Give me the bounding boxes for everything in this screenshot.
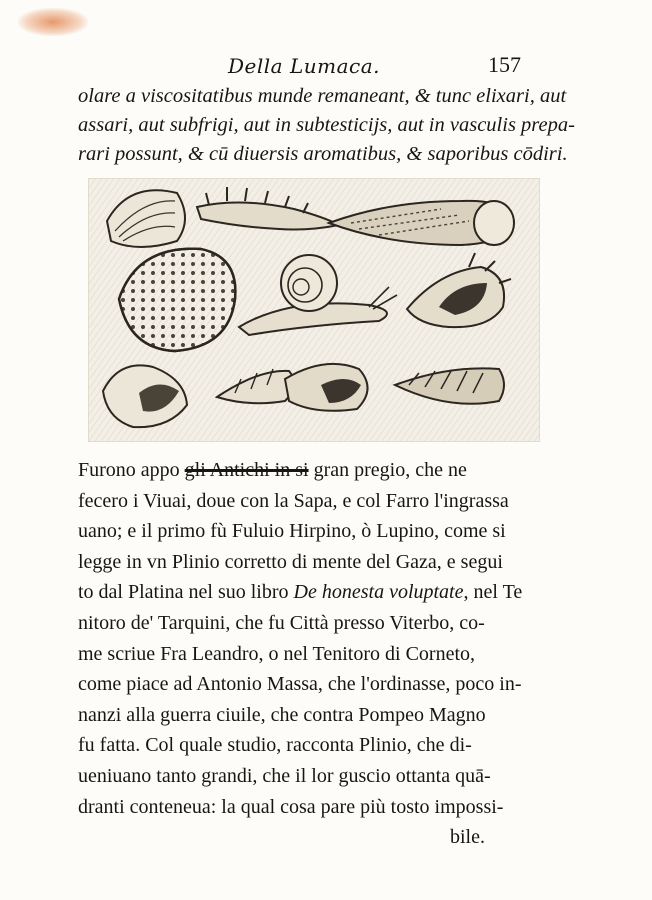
text-line: nitoro de' Tarquini, che fu Città presso Viterbo, co- (78, 611, 485, 634)
shells-engraving (88, 178, 540, 442)
text-line (78, 455, 558, 486)
italic-line: olare a viscositatibus munde remaneant, & tunc elixari, aut (78, 85, 567, 107)
text-line: ueniuano tanto grandi, che il lor guscio ottanta quā- (78, 764, 491, 787)
text-line: me scriue Fra Leandro, o nel Tenitoro di Corneto, (78, 642, 476, 665)
text-line: dranti conteneua: la qual cosa pare più tosto impossi- (78, 795, 504, 818)
paper-stain (18, 8, 88, 36)
text-line: bile. (450, 826, 485, 849)
text-line: nanzi alla guerra ciuile, che contra Pompeo Magno (78, 703, 486, 726)
text-segment: Furono appo (78, 459, 185, 481)
italic-line: assari, aut subfrigi, aut in subtesticijs, aut in vasculis prepa- (78, 114, 575, 136)
italic-paragraph (78, 82, 575, 169)
struck-text: gli Antichi in si (184, 459, 309, 481)
running-head: Della Lumaca. (228, 54, 380, 78)
italic-line: rari possunt, & cū diuersis aromatibus, & saporibus cōdiri. (78, 143, 568, 165)
text-segment: gran pregio, che ne (308, 459, 467, 481)
page-number: 157 (488, 52, 521, 77)
text-line: come piace ad Antonio Massa, che l'ordinasse, poco in- (78, 673, 522, 696)
book-title: De honesta voluptate (293, 581, 464, 604)
text-segment: to dal Platina nel suo libro (78, 581, 294, 604)
text-line: fecero i Viuai, doue con la Sapa, e col Farro l'ingrassa (78, 489, 509, 512)
text-line: legge in vn Plinio corretto di mente del Gaza, e segui (78, 550, 503, 573)
text-line: uano; e il primo fù Fuluio Hirpino, ò Lupino, come si (78, 520, 506, 543)
text-line: fu fatta. Col quale studio, racconta Plinio, che di- (78, 734, 472, 757)
main-paragraph (78, 455, 558, 853)
text-line (78, 577, 558, 608)
page-header (0, 52, 652, 82)
shells-illustration (89, 179, 539, 441)
text-segment: , nel Te (463, 581, 523, 604)
